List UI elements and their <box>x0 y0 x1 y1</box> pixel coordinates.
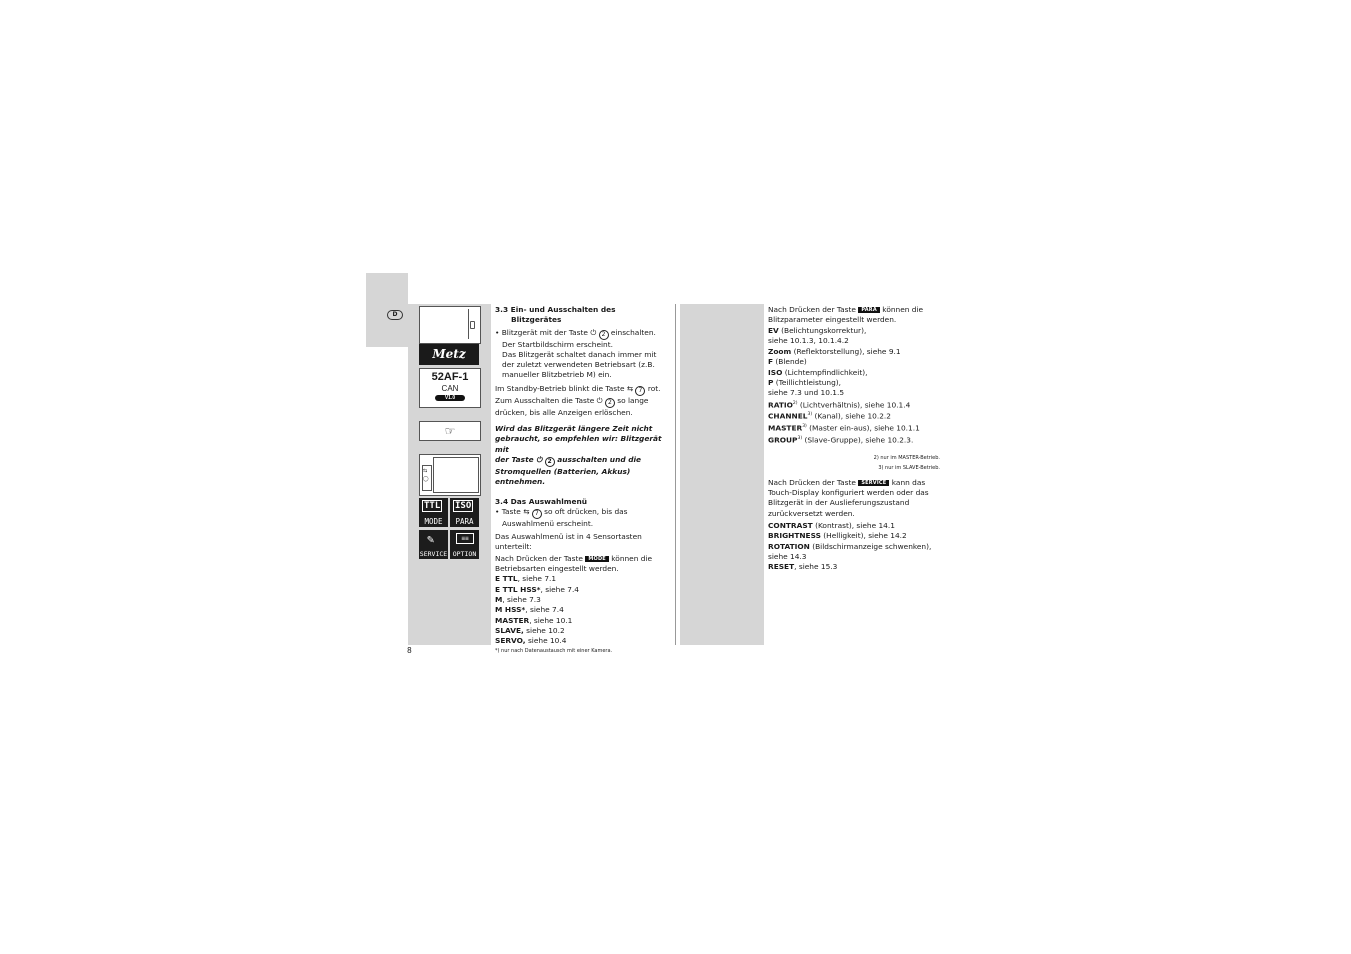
option-contrast: CONTRAST <box>768 520 813 530</box>
brand-name: Metz <box>432 347 466 361</box>
text: (Kanal), siehe 10.2.2 <box>812 411 891 421</box>
text: Betriebsarten eingestellt werden. <box>495 564 619 574</box>
key-number-7: 7 <box>635 386 645 396</box>
text: Zum Ausschalten die Taste <box>495 395 595 405</box>
text: (Belichtungskorrektur), <box>778 325 867 335</box>
wrench-icon: ✎ <box>427 532 435 546</box>
text: Blitzparameter eingestellt werden. <box>768 315 897 325</box>
warning-note <box>495 424 673 434</box>
tile-para-top: ISO <box>455 501 472 511</box>
language-tab-bg <box>366 273 408 347</box>
param-group: GROUP <box>768 435 798 445</box>
text: manueller Blitzbetrieb M) ein. <box>502 370 612 380</box>
arrows-icon: ⇆ <box>626 383 634 393</box>
text: Taste <box>501 506 521 516</box>
heading-3-3-line1: 3.3 Ein- und Ausschalten des <box>495 305 616 314</box>
model-variant: CAN <box>441 384 459 393</box>
mode-ref: siehe 10.4 <box>525 636 567 646</box>
param-p: P <box>768 378 774 388</box>
service-key-label: SERVICE <box>858 480 889 486</box>
text: Blitzgerät mit der Taste <box>501 327 588 337</box>
model-name: 52AF-1 <box>431 371 469 383</box>
right-grey-column <box>680 304 764 645</box>
mode-ref: , siehe 7.1 <box>517 574 557 584</box>
footnote-3: 3) nur im SLAVE-Betrieb. <box>878 464 940 471</box>
list-item <box>495 626 673 636</box>
mode-ref: , siehe 7.4 <box>540 584 580 594</box>
param-ev: EV <box>768 325 779 335</box>
version-text: V1.0 <box>444 395 456 401</box>
hint-hand-icon: ☞ <box>419 421 481 441</box>
text: gebraucht, so empfehlen wir: Blitzgerät mit <box>495 434 662 454</box>
footnote-ref: 2) <box>792 400 798 406</box>
text: (Bildschirmanzeige schwenken), <box>809 541 932 551</box>
key-number-7: 7 <box>532 509 542 519</box>
text: Wird das Blitzgerät längere Zeit nicht <box>495 424 653 434</box>
key-number-2: 2 <box>545 457 555 467</box>
heading-3-3 <box>495 305 673 315</box>
heading-3-4 <box>495 497 673 507</box>
option-reset: RESET <box>768 562 795 572</box>
mode-name: M <box>495 594 503 604</box>
text: (Lichtverhältnis), siehe 10.1.4 <box>797 400 911 410</box>
text: Der Startbildschirm erscheint. <box>502 339 613 349</box>
text: Stromquellen (Batterien, Akkus) entnehmen. <box>495 466 631 487</box>
mode-ref: , siehe 7.3 <box>502 594 541 604</box>
list-item <box>495 605 673 615</box>
text: Touch-Display konfiguriert werden oder das <box>768 488 929 498</box>
tile-mode-top: TTL <box>424 501 441 511</box>
key-number-2: 2 <box>605 398 615 408</box>
text: rot. <box>647 383 661 393</box>
tile-para-label: PARA <box>455 517 474 526</box>
param-zoom: Zoom <box>768 347 792 357</box>
key-number-2: 2 <box>599 330 609 340</box>
tile-option-label: OPTION <box>452 550 477 558</box>
text: siehe 7.3 und 10.1.5 <box>768 388 845 398</box>
tile-service <box>419 530 448 559</box>
heading-3-3-line2: Blitzgerätes <box>511 315 562 325</box>
text: Blitzgerät in der Auslieferungszustand <box>768 498 910 508</box>
text: (Blende) <box>773 357 807 367</box>
mode-name: E TTL <box>495 574 518 584</box>
page-number: 8 <box>407 646 412 655</box>
flash-unit-illustration <box>419 306 481 344</box>
text: Nach Drücken der Taste <box>768 305 856 314</box>
list-item <box>495 636 673 646</box>
tile-option <box>450 530 479 559</box>
arrows-icon: ⇆ <box>523 506 530 516</box>
bullet-power-on: • Blitzgerät mit der Taste ⏻ 2 einschalten. <box>495 327 656 338</box>
mode-list <box>495 574 673 646</box>
param-f: F <box>768 357 774 367</box>
mode-name: SLAVE, <box>495 625 524 635</box>
mode-name: E TTL HSS* <box>495 584 541 594</box>
text: ausschalten und die <box>557 454 642 464</box>
text: der Taste <box>495 454 534 464</box>
brand-logo <box>419 344 479 365</box>
mode-name: MASTER <box>495 615 530 625</box>
text: (Slave-Gruppe), siehe 10.2.3. <box>802 435 914 445</box>
option-rotation: ROTATION <box>768 541 810 551</box>
heading-3-4-text: 3.4 Das Auswahlmenü <box>495 496 587 506</box>
right-text-column <box>768 305 946 572</box>
text: , siehe 15.3 <box>794 562 838 572</box>
text: kann das <box>891 477 926 487</box>
footnote: *) nur nach Datenaustausch mit einer Kamera. <box>495 648 613 655</box>
text: siehe 10.1.3, 10.1.4.2 <box>768 335 849 345</box>
footnote-ref: 3) <box>807 412 813 418</box>
text: so lange <box>617 395 649 405</box>
tile-service-label: SERVICE <box>419 550 448 558</box>
footnote-ref: 3) <box>797 435 803 441</box>
tile-mode-label: MODE <box>424 517 443 526</box>
text: Nach Drücken der Taste <box>768 477 856 487</box>
power-icon: ⏻ <box>536 454 543 464</box>
column-divider <box>675 304 676 645</box>
text: Das Auswahlmenü ist in 4 Sensortasten <box>495 532 642 542</box>
param-master: MASTER <box>768 423 803 433</box>
text: zurückversetzt werden. <box>768 508 855 518</box>
list-item <box>495 616 673 626</box>
text: (Kontrast), siehe 14.1 <box>812 520 895 530</box>
text: einschalten. <box>610 327 656 337</box>
text: (Lichtempfindlichkeit), <box>782 367 868 377</box>
text: drücken, bis alle Anzeigen erlöschen. <box>495 407 633 417</box>
mode-ref: , siehe 10.1 <box>529 615 573 625</box>
text: Nach Drücken der Taste <box>495 553 583 563</box>
mode-ref: siehe 10.2 <box>523 625 565 635</box>
param-channel: CHANNEL <box>768 411 808 421</box>
footnote-2: 2) nur im MASTER-Betrieb. <box>873 454 940 461</box>
display-illustration: ⇆ ◯ <box>419 454 481 496</box>
option-brightness: BRIGHTNESS <box>768 531 821 541</box>
text: unterteilt: <box>495 542 532 552</box>
start-screen-illustration <box>419 368 481 408</box>
mode-name: SERVO, <box>495 636 526 646</box>
text: der zuletzt verwendeten Betriebsart (z.B. <box>502 360 655 370</box>
text: können die <box>611 553 653 563</box>
text: so oft drücken, bis das <box>544 506 628 516</box>
tab-letter: D <box>392 311 398 318</box>
tile-mode <box>419 498 448 527</box>
list-item <box>495 595 673 605</box>
mode-name: M HSS* <box>495 605 526 615</box>
tile-para <box>450 498 479 527</box>
menu-list-icon: ≡≡ <box>456 533 474 544</box>
version-badge <box>435 395 465 401</box>
power-icon: ⏻ <box>590 327 597 337</box>
text: (Master ein-aus), siehe 10.1.1 <box>806 423 920 433</box>
text: siehe 14.3 <box>768 551 807 561</box>
text: (Teillichtleistung), <box>773 378 842 388</box>
language-tab-label <box>387 310 403 320</box>
mode-key-label: MODE <box>585 556 609 562</box>
param-iso: ISO <box>768 367 783 377</box>
footnote-ref: 3) <box>802 424 807 430</box>
para-key-label: PARA <box>858 307 880 313</box>
text: Im Standby-Betrieb blinkt die Taste <box>495 383 625 393</box>
mode-ref: , siehe 7.4 <box>525 605 564 615</box>
list-item <box>495 585 673 595</box>
text: Auswahlmenü erscheint. <box>502 518 594 528</box>
param-ratio: RATIO <box>768 400 793 410</box>
text: (Reflektorstellung), siehe 9.1 <box>791 347 901 357</box>
power-icon: ⏻ <box>596 395 603 405</box>
text: (Helligkeit), siehe 14.2 <box>820 531 907 541</box>
text: Das Blitzgerät schaltet danach immer mit <box>502 349 657 359</box>
text: können die <box>882 305 924 314</box>
list-item <box>495 574 673 584</box>
middle-text-column: 3.3 Ein- und Ausschalten des Blitzgerätes • Blitzgerät mit der Taste ⏻ 2 einschalten. Der Startbildschirm erscheint. Das Blitzgerät schaltet danach immer mit der zuletzt verwendeten Betriebsart (z.B. manueller Blitzbetrieb M) ein. Im Standby-Betrieb blinkt die Taste ⇆ 7 rot. Zum Ausschalten die Taste ⏻ 2 so lange drücken, bis alle Anzeigen erlöschen. Wird das Blitzgerät längere Zeit nicht gebraucht, so empfehlen wir: Blitzgerät mit der Taste ⏻ 2 ausschalten und die Stromquellen (Batterien, Akkus) entnehmen. 3.4 Das Auswahlmenü • Taste ⇆ 7 so oft drücken, bis das Auswahlmenü erscheint. Das Auswahlmenü ist in 4 Sensortasten unterteilt: Nach Drücken der Taste MODE können die Betriebsarten eingestellt werden. E TTL, siehe 7.1 E TTL HSS*, siehe 7.4 M, siehe 7.3 M HSS*, siehe 7.4 MASTER, siehe 10.1 SLAVE, siehe 10.2 SERVO, siehe 10.4 *) nur nach Datenaustausch mit einer Kamera. <box>495 305 673 655</box>
